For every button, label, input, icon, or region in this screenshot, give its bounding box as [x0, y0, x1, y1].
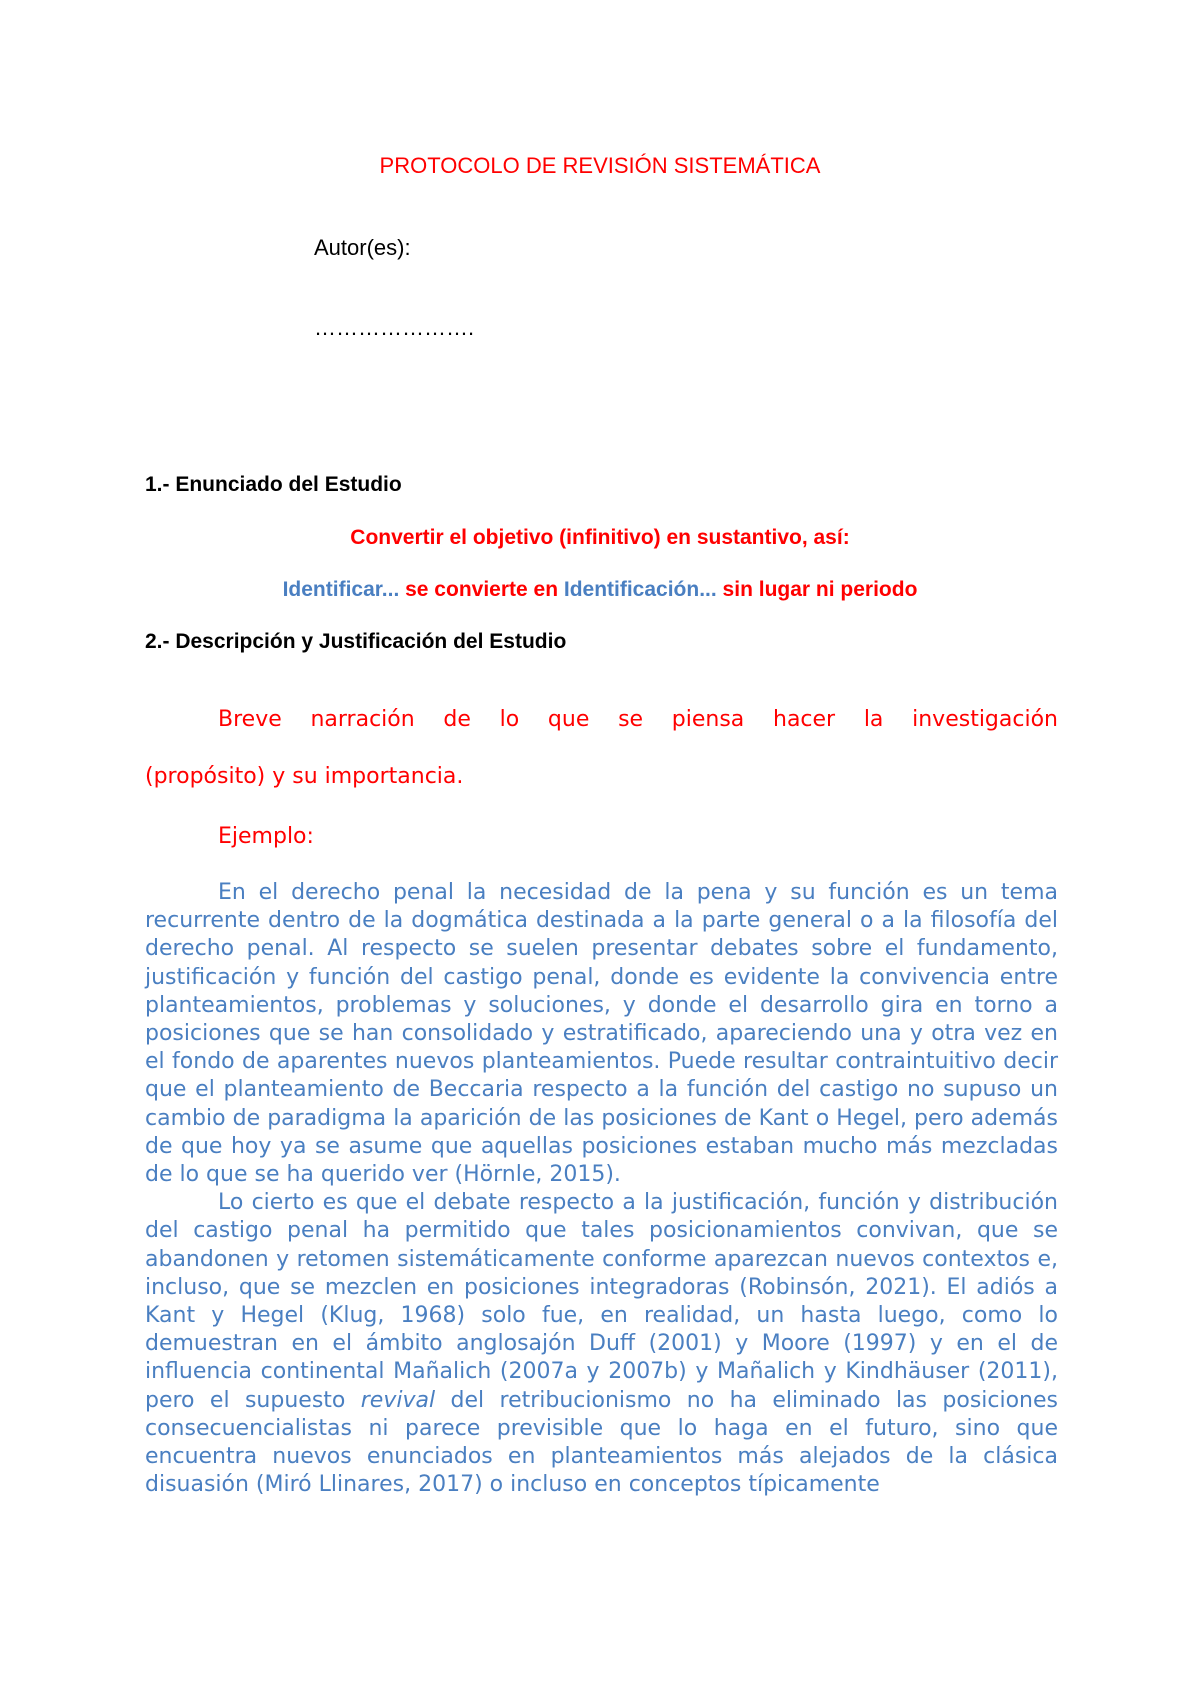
example-label: Ejemplo:	[218, 824, 314, 849]
body-paragraph-1: En el derecho penal la necesidad de la pena y su función es un tema recurrente dentro de la dogmática destinada a la parte general o a la filosofía del derecho penal. Al respecto se suelen presentar debates sobre el fundamento, justificación y función del castigo penal, donde es evidente la convivencia entre planteamientos, problemas y soluciones, y donde el desarrollo gira en torno a posiciones que se han consolidado y estratificado, apareciendo una y otra vez en el fondo de aparentes nuevos planteamientos. Puede resultar contraintuitivo decir que el planteamiento de Beccaria respecto a la función del castigo no supuso un cambio de paradigma la aparición de las posiciones de Kant o Hegel, pero además de que hoy ya se asume que aquellas posiciones estaban mucho más mezcladas de lo que se ha querido ver (Hörnle, 2015).	[145, 880, 1058, 1188]
authors-label: Autor(es):	[314, 235, 411, 260]
example-note: sin lugar ni periodo	[716, 578, 918, 601]
body-italic-term: revival	[360, 1387, 436, 1413]
section-1-example	[0, 578, 1200, 602]
body-paragraph-2	[145, 1189, 1058, 1499]
body-paragraph-2-start: Lo cierto es que el debate respecto a la justificación, función y distribución del castigo penal ha permitido que tales posicionamientos convivan, que se abandonen y retomen sistemáticamente conforme aparezcan nuevos contextos e, incluso, que se mezclen en posiciones integradoras (Robinsón, 2021). El adiós a Kant y Hegel (Klug, 1968) solo fue, en realidad, un hasta luego, como lo demuestran en el ámbito anglosajón Duff (2001) y Moore (1997) y en el de influencia continental Mañalich (2007a y 2007b) y Mañalich y Kindhäuser (2011), pero el supuesto	[145, 1190, 1058, 1413]
document-title: PROTOCOLO DE REVISIÓN SISTEMÁTICA	[379, 153, 821, 178]
section-2-heading: 2.- Descripción y Justificación del Estudio	[145, 630, 567, 653]
body-paragraph-2-end: del retribucionismo no ha eliminado las posiciones consecuencialistas ni parece previsible que lo haga en el futuro, sino que encuentra nuevos enunciados en planteamientos más alejados de la clásica disuasión (Miró Llinares, 2017) o incluso en conceptos típicamente	[145, 1387, 1058, 1498]
authors-placeholder: ………………….	[314, 315, 475, 340]
example-body	[145, 879, 1058, 1499]
section-2-narration-line-1: Breve narración de lo que se piensa hacer la investigación	[218, 707, 1058, 732]
section-2-narration-line-2: (propósito) y su importancia.	[145, 764, 464, 789]
example-connector: se convierte en	[399, 578, 564, 601]
example-verb: Identificar...	[282, 578, 400, 601]
section-1-instruction: Convertir el objetivo (infinitivo) en sustantivo, así:	[350, 526, 850, 549]
example-noun: Identificación...	[563, 578, 717, 601]
section-1-heading: 1.- Enunciado del Estudio	[145, 473, 402, 496]
